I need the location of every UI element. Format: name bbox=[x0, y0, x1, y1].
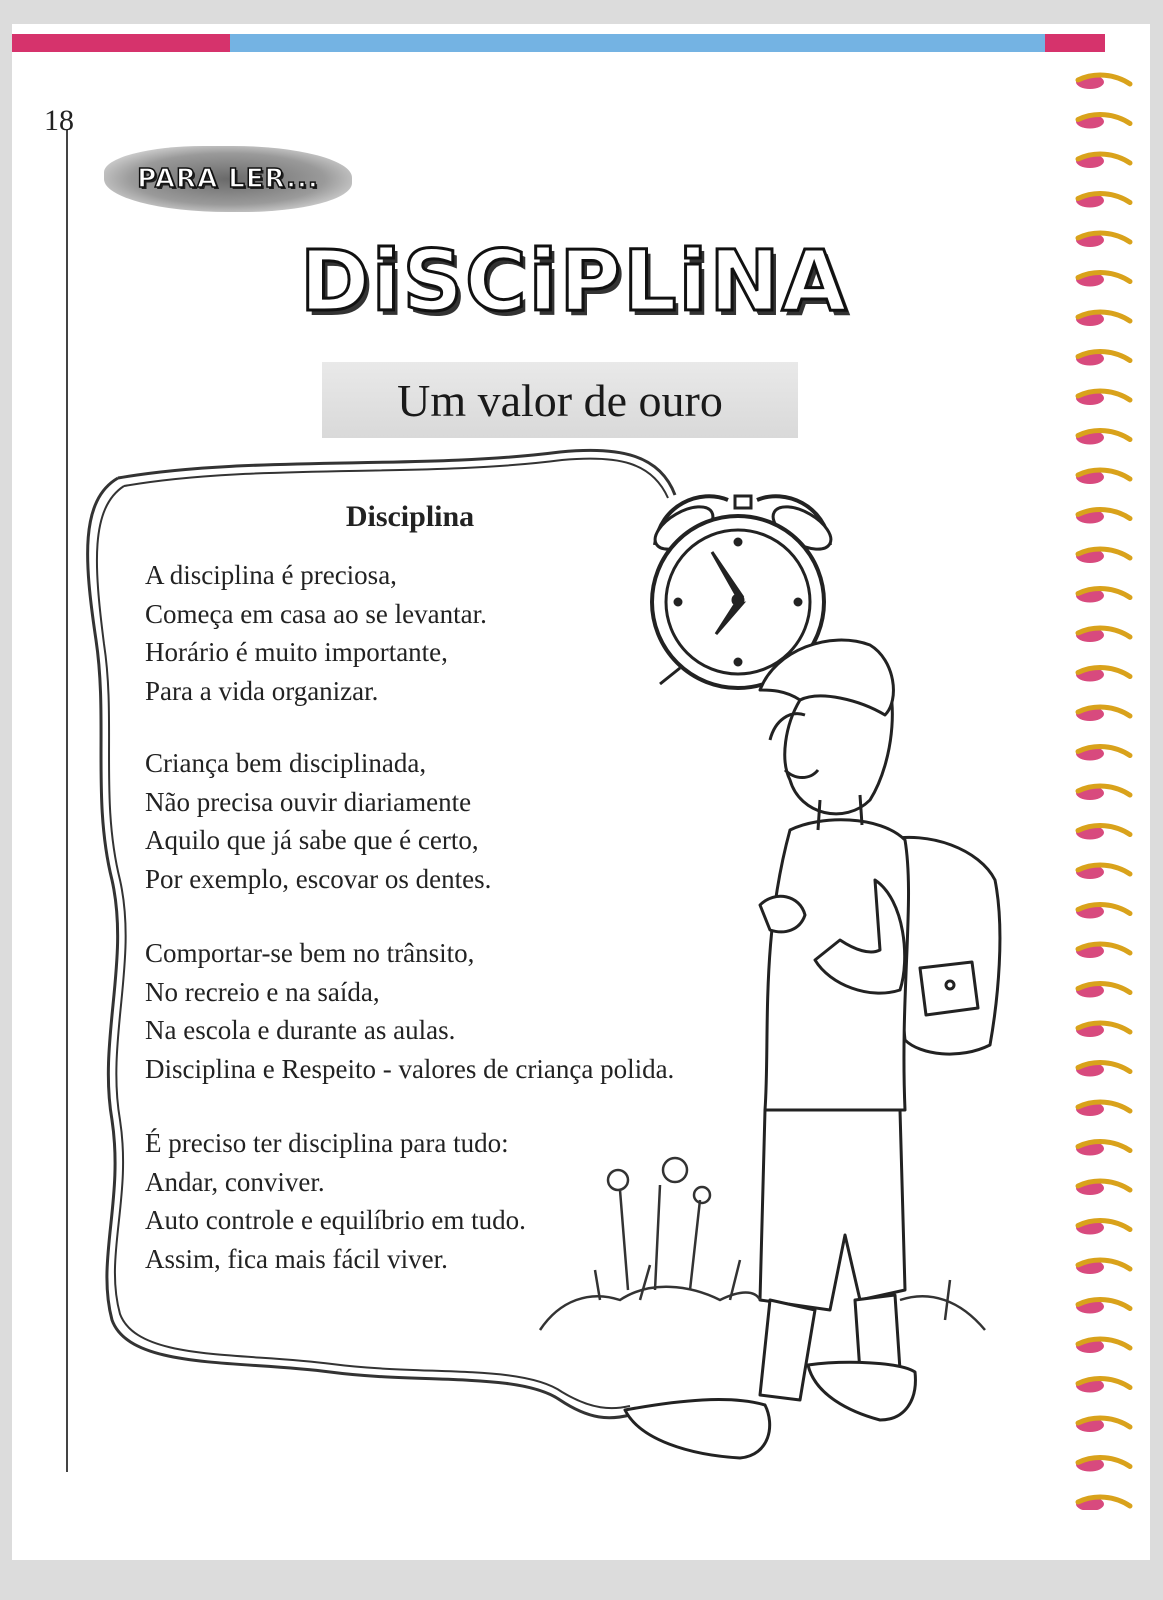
spiral-coil bbox=[1076, 826, 1130, 840]
spiral-coil bbox=[1076, 1181, 1130, 1195]
spiral-coil bbox=[1076, 470, 1130, 484]
spiral-coil bbox=[1076, 431, 1130, 445]
spiral-coil bbox=[1076, 944, 1130, 958]
spiral-coil bbox=[1076, 1102, 1130, 1116]
spiral-coil bbox=[1076, 1221, 1130, 1235]
poem-line: Não precisa ouvir diariamente bbox=[145, 786, 472, 817]
spiral-coil bbox=[1076, 154, 1130, 168]
poem-line: Andar, conviver. bbox=[145, 1166, 325, 1197]
spiral-coil bbox=[1076, 1497, 1130, 1510]
spiral-coil bbox=[1076, 786, 1130, 800]
spiral-coil bbox=[1076, 1339, 1130, 1353]
poem-line: Assim, fica mais fácil viver. bbox=[145, 1243, 448, 1274]
spiral-coil bbox=[1076, 747, 1130, 761]
poem-line: No recreio e na saída, bbox=[145, 976, 380, 1007]
spiral-coil bbox=[1076, 233, 1130, 247]
spiral-coil bbox=[1076, 668, 1130, 682]
spiral-coil bbox=[1076, 1379, 1130, 1393]
spiral-coil bbox=[1076, 549, 1130, 563]
spiral-coil bbox=[1076, 589, 1130, 603]
poem-title: Disciplina bbox=[345, 500, 475, 533]
poem-line: Auto controle e equilíbrio em tudo. bbox=[145, 1205, 526, 1236]
spiral-coil bbox=[1076, 865, 1130, 879]
spiral-coil bbox=[1076, 352, 1130, 366]
poem-line: Disciplina e Respeito - valores de criança polida. bbox=[145, 1053, 675, 1084]
spiral-coil bbox=[1076, 1458, 1130, 1472]
spiral-coil bbox=[1076, 628, 1130, 642]
spiral-coil bbox=[1076, 391, 1130, 405]
poem-line: Começa em casa ao se levantar. bbox=[145, 598, 487, 629]
spiral-coil bbox=[1076, 1418, 1130, 1432]
spiral-coil bbox=[1076, 312, 1130, 326]
poem-line: A disciplina é preciosa, bbox=[145, 560, 397, 590]
spiral-coil bbox=[1076, 1260, 1130, 1274]
poem-line: Comportar-se bem no trânsito, bbox=[145, 938, 475, 968]
spiral-coil bbox=[1076, 115, 1130, 129]
spiral-binding bbox=[1070, 70, 1140, 1510]
spiral-coil bbox=[1076, 1023, 1130, 1037]
spiral-coil bbox=[1076, 984, 1130, 998]
para-ler-badge-text: PARA LER... bbox=[137, 164, 319, 194]
boy-icon bbox=[625, 640, 1000, 1458]
subtitle-text: Um valor de ouro bbox=[397, 374, 723, 426]
spiral-coil bbox=[1076, 707, 1130, 721]
page-number: 18 bbox=[44, 104, 74, 137]
spiral-coil bbox=[1076, 1142, 1130, 1156]
spiral-coil bbox=[1076, 194, 1130, 208]
poem-line: Horário é muito importante, bbox=[145, 637, 448, 668]
poem-line: Criança bem disciplinada, bbox=[145, 748, 427, 778]
spiral-coil bbox=[1076, 1300, 1130, 1314]
poem-line: Para a vida organizar. bbox=[145, 675, 379, 706]
poem-line: Aquilo que já sabe que é certo, bbox=[145, 825, 479, 856]
spiral-coil bbox=[1076, 905, 1130, 919]
poem-line: É preciso ter disciplina para tudo: bbox=[145, 1128, 509, 1158]
spiral-coil bbox=[1076, 75, 1130, 89]
poem-line: Na escola e durante as aulas. bbox=[145, 1015, 456, 1046]
spiral-coil bbox=[1076, 1063, 1130, 1077]
poem-line: Por exemplo, escovar os dentes. bbox=[145, 863, 492, 894]
main-title: DiSCiPLiNA bbox=[300, 232, 849, 330]
spiral-coil bbox=[1076, 273, 1130, 287]
spiral-coil bbox=[1076, 510, 1130, 524]
